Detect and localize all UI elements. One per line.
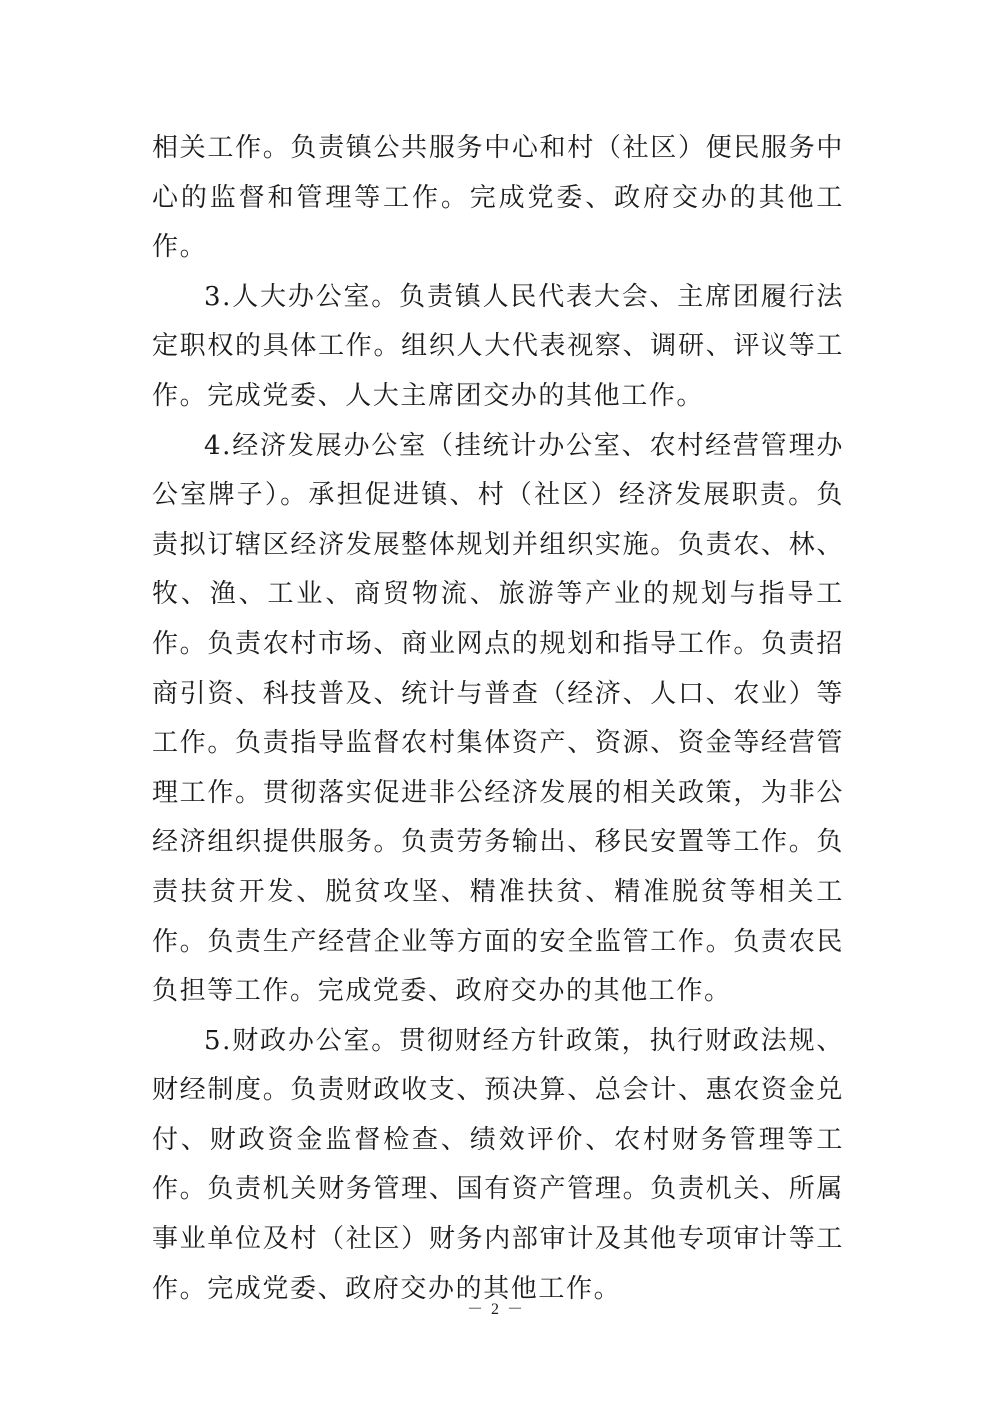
paragraph-finance-office: 5.财政办公室。贯彻财经方针政策，执行财政法规、财经制度。负责财政收支、预决算、总会计、惠农资金兑付、财政资金监督检查、绩效评价、农村财务管理等工作。负责机关财务管理、国有资产管理。负责机关、所属事业单位及村（社区）财务内部审计及其他专项审计等工作。完成党委、政府交办的其他工作。 (152, 1025, 844, 1304)
paragraph-economic-development-office: 4.经济发展办公室（挂统计办公室、农村经营管理办公室牌子）。承担促进镇、村（社区）经济发展职责。负责拟订辖区经济发展整体规划并组织实施。负责农、林、牧、渔、工业、商贸物流、旅游等产业的规划与指导工作。负责农村市场、商业网点的规划和指导工作。负责招商引资、科技普及、统计与普查（经济、人口、农业）等工作。负责指导监督农村集体资产、资源、资金等经营管理工作。贯彻落实促进非公经济发展的相关政策，为非公经济组织提供服务。负责劳务输出、移民安置等工作。负责扶贫开发、脱贫攻坚、精准扶贫、精准脱贫等相关工作。负责生产经营企业等方面的安全监管工作。负责农民负担等工作。完成党委、政府交办的其他工作。 (152, 430, 844, 1007)
paragraph-people-congress-office: 3.人大办公室。负责镇人民代表大会、主席团履行法定职权的具体工作。组织人大代表视察、调研、评议等工作。完成党委、人大主席团交办的其他工作。 (152, 281, 844, 411)
document-body (152, 124, 844, 1314)
paragraph-continuation: 相关工作。负责镇公共服务中心和村（社区）便民服务中心的监督和管理等工作。完成党委、政府交办的其他工作。 (152, 133, 844, 263)
page-number: － 2 － (466, 1301, 525, 1318)
